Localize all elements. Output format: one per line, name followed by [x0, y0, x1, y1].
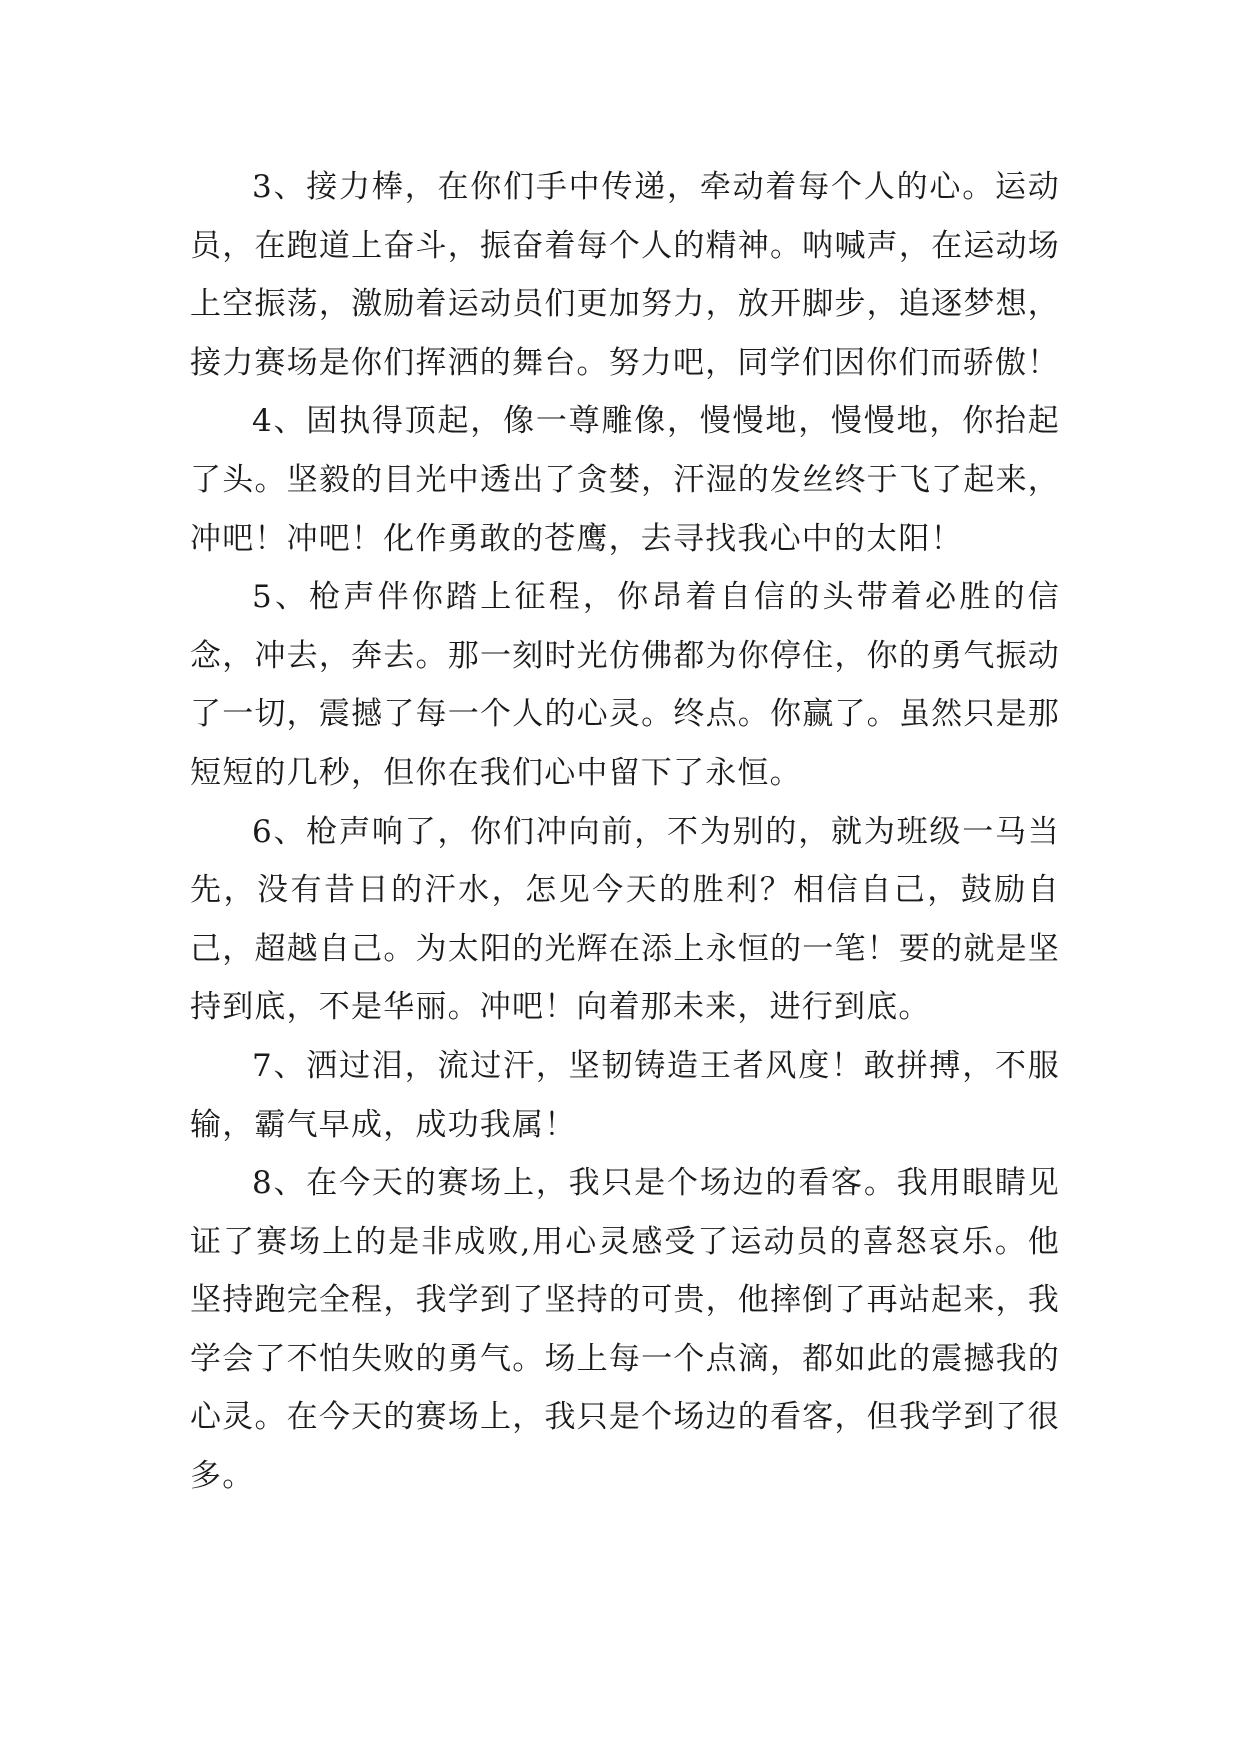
paragraph-8: 8、在今天的赛场上，我只是个场边的看客。我用眼睛见证了赛场上的是非成败,用心灵感受了运动员的喜怒哀乐。他坚持跑完全程，我学到了坚持的可贵，他摔倒了再站起来，我学会了不怕失败的勇气。场上每一个点滴，都如此的震撼我的心灵。在今天的赛场上，我只是个场边的看客，但我学到了很多。	[190, 1165, 1060, 1495]
document-body	[190, 158, 1060, 1506]
paragraph-3: 3、接力棒，在你们手中传递，牵动着每个人的心。运动员，在跑道上奋斗，振奋着每个人的精神。呐喊声，在运动场上空振荡，激励着运动员们更加努力，放开脚步，追逐梦想，接力赛场是你们挥洒的舞台。努力吧，同学们因你们而骄傲！	[190, 169, 1060, 381]
paragraph-5: 5、枪声伴你踏上征程，你昂着自信的头带着必胜的信念，冲去，奔去。那一刻时光仿佛都为你停住，你的勇气振动了一切，震撼了每一个人的心灵。终点。你赢了。虽然只是那短短的几秒，但你在我们心中留下了永恒。	[190, 579, 1060, 791]
paragraph-4: 4、固执得顶起，像一尊雕像，慢慢地，慢慢地，你抬起了头。坚毅的目光中透出了贪婪，汗湿的发丝终于飞了起来，冲吧！冲吧！化作勇敢的苍鹰，去寻找我心中的太阳！	[190, 403, 1060, 557]
paragraph-7: 7、洒过泪，流过汗，坚韧铸造王者风度！敢拼搏，不服输，霸气早成，成功我属！	[190, 1047, 1060, 1143]
paragraph-6: 6、枪声响了，你们冲向前，不为别的，就为班级一马当先，没有昔日的汗水，怎见今天的胜利？相信自己，鼓励自己，超越自己。为太阳的光辉在添上永恒的一笔！要的就是坚持到底，不是华丽。冲吧！向着那未来，进行到底。	[190, 813, 1060, 1026]
